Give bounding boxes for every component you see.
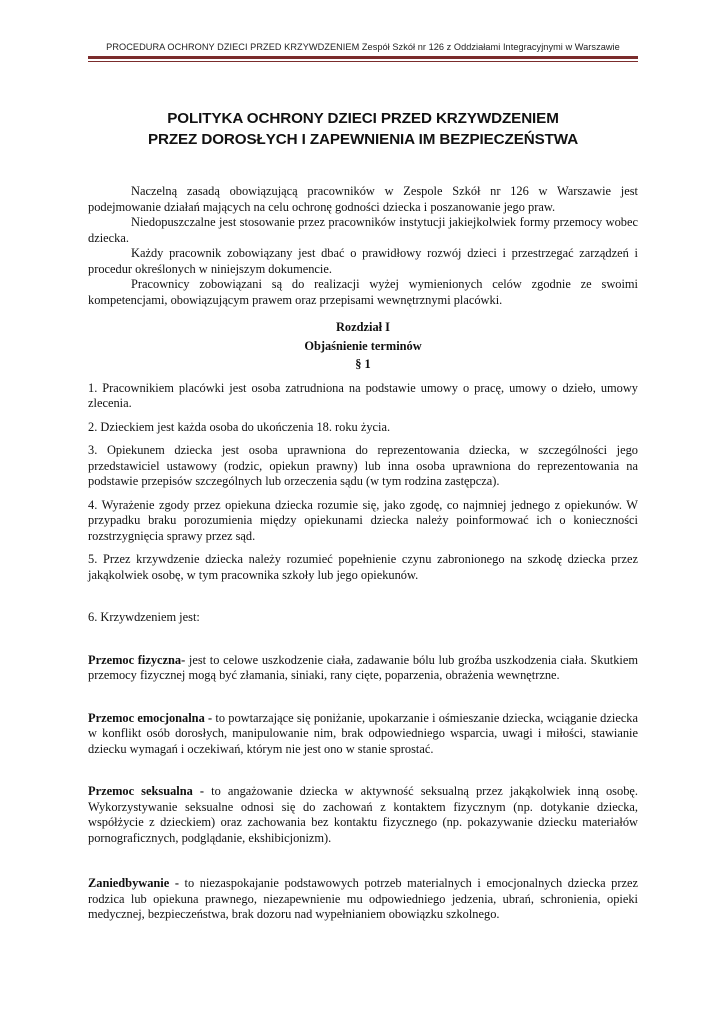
harm-description: to powtarzające się poniżanie, upokarzanie i ośmieszanie dziecka, wciąganie dziecka w konflikt osób dorosłych, manipulowanie nim, brak odpowiedniego wsparcia, uwagi i miłości, stawianie dziecku wymagań i oczekiwań, którym nie jest ono w stanie sprostać. bbox=[88, 710, 639, 756]
intro-paragraph: Naczelną zasadą obowiązującą pracowników w Zespole Szkół nr 126 w Warszawie jest podejmowanie działań mających na celu ochronę godności dziecka i poszanowanie jego praw. bbox=[88, 184, 638, 214]
harm-description: to niezaspokajanie podstawowych potrzeb materialnych i emocjonalnych dziecka przez rodzica lub opiekuna prawnego, niezapewnienie mu odpowiedniego jedzenia, ubrań, schronienia, opieki medycznej, bezpieczeństwa, brak dozoru nad wypełnianiem obowiązku szkolnego. bbox=[88, 876, 638, 921]
document-title-line-2: PRZEZ DOROSŁYCH I ZAPEWNIENIA IM BEZPIECZEŃSTWA bbox=[147, 131, 579, 148]
definition-item: 5. Przez krzywdzenie dziecka należy rozumieć popełnienie czynu zabronionego na szkodę dziecka przez jakąkolwiek osobę, w tym pracownika szkoły lub jego opiekunów. bbox=[88, 552, 638, 582]
definition-item: 3. Opiekunem dziecka jest osoba uprawniona do reprezentowania dziecka, w szczególności jego przedstawiciel ustawowy (rodzic, opiekun prawny) lub inna osoba uprawniona do reprezentowania na podstawie przepisów szczególnych lub orzeczenia sądu (w tym rodzina zastępcza). bbox=[88, 443, 638, 488]
running-header: PROCEDURA OCHRONY DZIECI PRZED KRZYWDZENIEM Zespół Szkół nr 126 z Oddziałami Integracyjnymi w Warszawie bbox=[106, 42, 620, 52]
header-rule-thick bbox=[88, 56, 638, 59]
header-rule-thin bbox=[88, 61, 638, 62]
harm-intro: 6. Krzywdzeniem jest: bbox=[88, 610, 200, 624]
definition-item: 2. Dzieckiem jest każda osoba do ukończenia 18. roku życia. bbox=[88, 419, 391, 434]
definition-item: 1. Pracownikiem placówki jest osoba zatrudniona na podstawie umowy o pracę, umowy o dzieło, umowy zlecenia. bbox=[88, 380, 638, 410]
intro-paragraph: Pracownicy zobowiązani są do realizacji wyżej wymienionych celów zgodnie ze swoimi kompetencjami, obowiązującym prawem oraz przepisami wewnętrznymi placówki. bbox=[88, 277, 638, 307]
chapter-number: Rozdział I bbox=[335, 320, 391, 334]
harm-term: Przemoc emocjonalna - bbox=[88, 710, 213, 725]
section-mark: § 1 bbox=[355, 357, 371, 371]
document-body bbox=[88, 184, 638, 923]
document-title-line-1: POLITYKA OCHRONY DZIECI PRZED KRZYWDZENIEM bbox=[167, 110, 559, 127]
harm-term: Przemoc seksualna - bbox=[88, 784, 205, 798]
harm-type-emotional bbox=[88, 711, 638, 758]
intro-paragraph: Każdy pracownik zobowiązany jest dbać o prawidłowy rozwój dzieci i przestrzegać zarządzeń i procedur określonych w niniejszym dokumencie. bbox=[88, 246, 638, 276]
harm-type-sexual bbox=[88, 784, 638, 846]
chapter-name: Objaśnienie terminów bbox=[304, 338, 422, 353]
intro-paragraph: Niedopuszczalne jest stosowanie przez pracowników instytucji jakiejkolwiek formy przemocy wobec dziecka. bbox=[88, 215, 638, 245]
harm-description: to angażowanie dziecka w aktywność seksualną przez jakąkolwiek inną osobę. Wykorzystywanie seksualne odnosi się do zachowań z kontaktem fizycznym (np. dotykanie dziecka, współżycie z dzieckiem) oraz zachowania bez kontaktu fizycznego (np. pokazywanie dziecku materiałów pornograficznych, podglądanie, ekshibicjonizm). bbox=[88, 784, 638, 845]
harm-type-physical bbox=[88, 653, 638, 684]
harm-term: Przemoc fizyczna- bbox=[88, 652, 186, 667]
harm-type-neglect bbox=[88, 876, 638, 923]
harm-description: jest to celowe uszkodzenie ciała, zadawanie bólu lub groźba uszkodzenia ciała. Skutkiem przemocy fizycznej mogą być złamania, siniaki, rany cięte, poparzenia, obrażenia wewnętrzne. bbox=[88, 652, 638, 682]
document-title bbox=[88, 108, 638, 150]
harm-term: Zaniedbywanie - bbox=[88, 876, 179, 890]
definition-item: 4. Wyrażenie zgody przez opiekuna dziecka rozumie się, jako zgodę, co najmniej jednego z opiekunów. W przypadku braku porozumienia między opiekunami dziecka należy poinformować ich o konieczności rozstrzygnięcia sprawy przez sąd. bbox=[88, 497, 638, 543]
